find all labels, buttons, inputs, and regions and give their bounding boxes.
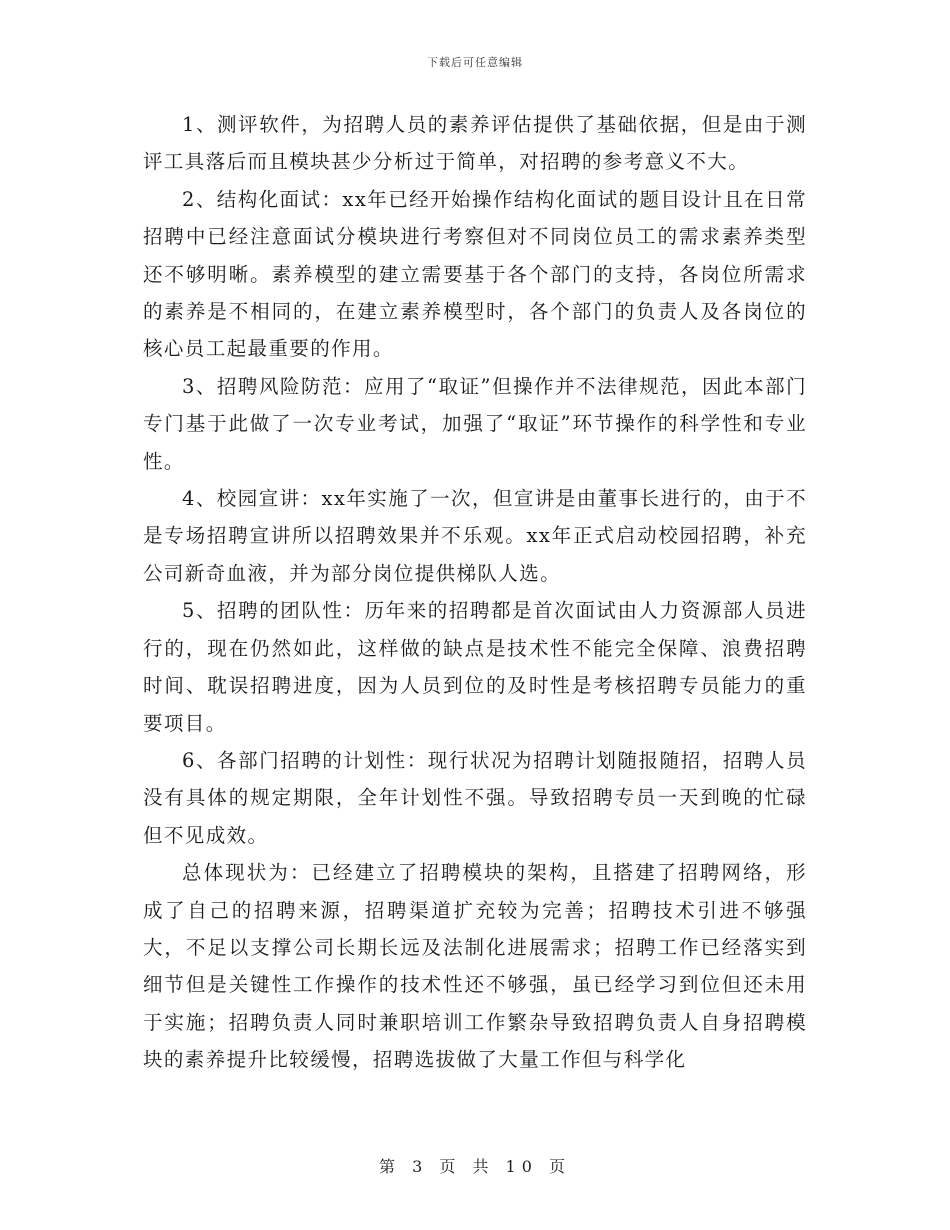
paragraph-6: 6、各部门招聘的计划性：现行状况为招聘计划随报随招，招聘人员没有具体的规定期限，全年计划性不强。导致招聘专员一天到晚的忙碌但不见成效。 [143,748,807,847]
paragraph-4: 4、校园宣讲：xx年实施了一次，但宣讲是由董事长进行的，由于不是专场招聘宣讲所以招聘效果并不乐观。xx年正式启动校园招聘，补充公司新奇血液，并为部分岗位提供梯队人选。 [143,487,807,585]
page-footer: 第 3 页 共 10 页 [379,1157,571,1176]
paragraph-3: 3、招聘风险防范：应用了“取证”但操作并不法律规范，因此本部门专门基于此做了一次专业考试，加强了“取证”环节操作的科学性和专业性。 [143,374,807,473]
page-header: 下载后可任意编辑 [427,56,523,69]
paragraph-summary: 总体现状为：已经建立了招聘模块的架构，且搭建了招聘网络，形成了自己的招聘来源，招聘渠道扩充较为完善；招聘技术引进不够强大，不足以支撑公司长期长远及法制化进展需求；招聘工作已经落实到细节但是关键性工作操作的技术性还不够强，虽已经学习到位但还未用于实施；招聘负责人同时兼职培训工作繁杂导致招聘负责人自身招聘模块的素养提升比较缓慢，招聘选拔做了大量工作但与科学化 [143,861,807,1072]
document-body [143,106,807,1079]
paragraph-5: 5、招聘的团队性：历年来的招聘都是首次面试由人力资源部人员进行的，现在仍然如此，这样做的缺点是技术性不能完全保障、浪费招聘时间、耽误招聘进度，因为人员到位的及时性是考核招聘专员能力的重要项目。 [143,599,807,735]
paragraph-1: 1、测评软件，为招聘人员的素养评估提供了基础依据，但是由于测评工具落后而且模块甚少分析过于简单，对招聘的参考意义不大。 [143,113,807,174]
paragraph-2: 2、结构化面试：xx年已经开始操作结构化面试的题目设计且在日常招聘中已经注意面试分模块进行考察但对不同岗位员工的需求素养类型还不够明晰。素养模型的建立需要基于各个部门的支持，各岗位所需求的素养是不相同的，在建立素养模型时，各个部门的负责人及各岗位的核心员工起最重要的作用。 [143,187,807,361]
